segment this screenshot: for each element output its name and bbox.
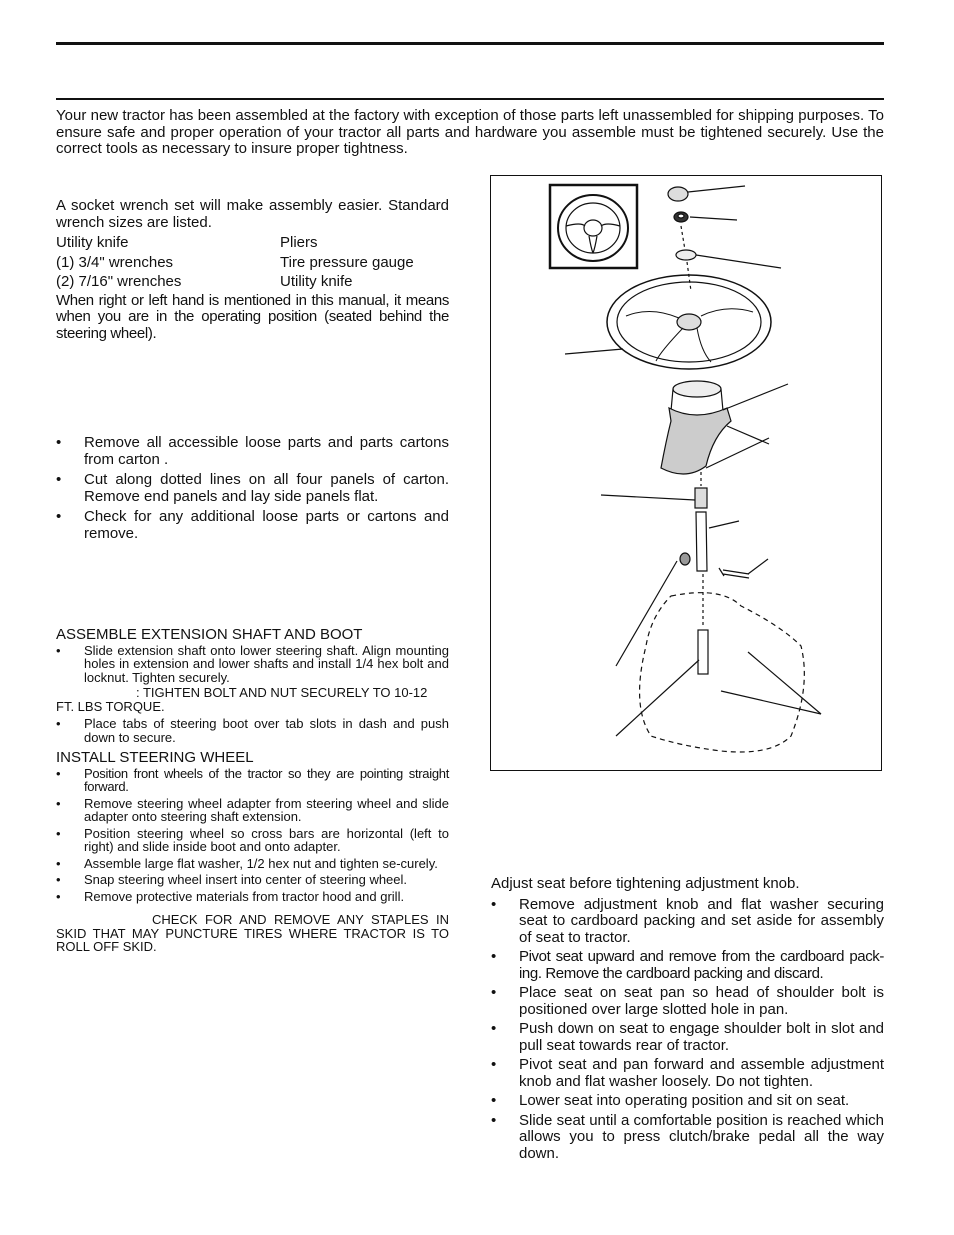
- extension-shaft-icon: [696, 512, 707, 571]
- tools-row: (2) 7/16" wrenches Utility knife: [56, 273, 353, 290]
- seat-list: [491, 897, 884, 1163]
- list-item: • Slide extension shaft onto lower steering shaft. Align mounting holes in extension and lower shafts and install 1/4 hex bolt and locknut. Tighten securely.: [56, 644, 449, 685]
- extension-section: [56, 627, 449, 744]
- list-item: • Check for any additional loose parts or cartons and remove.: [56, 509, 449, 542]
- tools-row: (1) 3/4" wrenches Tire pressure gauge: [56, 253, 414, 271]
- section-rule: [56, 98, 884, 100]
- extension-list: [56, 644, 449, 685]
- list-item: • Assemble large flat washer, 1/2 hex nut and tighten se-curely.: [56, 857, 449, 871]
- wheel-heading: INSTALL STEERING WHEEL: [56, 749, 254, 766]
- bolt-icon: [719, 568, 749, 578]
- list-item: • Remove adjustment knob and flat washer securing seat to cardboard packing and set aside for assembly of seat to tractor.: [491, 897, 884, 947]
- steering-assembly-diagram: [491, 176, 883, 772]
- list-item: • Pivot seat and pan forward and assemble adjustment knob and flat washer loosely. Do not tighten.: [491, 1057, 884, 1090]
- locknut-icon: [680, 553, 690, 565]
- tools-text: A socket wrench set will make assembly easier. Standard wrench sizes are listed.: [56, 197, 449, 231]
- staples-note: CHECK FOR AND REMOVE ANY STAPLES IN SKID THAT MAY PUNCTURE TIRES WHERE TRACTOR IS TO ROLL OFF SKID.: [56, 912, 449, 954]
- seat-intro: Adjust seat before tightening adjustment knob.: [491, 875, 800, 892]
- list-item: • Push down on seat to engage shoulder bolt in slot and pull seat towards rear of tractor.: [491, 1021, 884, 1054]
- washer-icon: [676, 250, 696, 260]
- top-rule: [56, 42, 884, 45]
- assembly-figure: [490, 175, 882, 771]
- wheel-section: [56, 750, 449, 954]
- tools-section: [56, 198, 449, 342]
- list-item: • Cut along dotted lines on all four panels of carton. Remove end panels and lay side panels flat.: [56, 472, 449, 505]
- list-item: • Lower seat into operating position and sit on seat.: [491, 1093, 884, 1110]
- list-item: • Position front wheels of the tractor so they are pointing straight forward.: [56, 767, 449, 794]
- list-item: • Place tabs of steering boot over tab slots in dash and push down to secure.: [56, 717, 449, 744]
- extension-list-2: [56, 717, 449, 744]
- list-item: • Position steering wheel so cross bars are horizontal (left to right) and slide inside boot and onto adapter.: [56, 827, 449, 854]
- dash-outline: [640, 593, 805, 752]
- list-item: • Remove all accessible loose parts and parts cartons from carton .: [56, 435, 449, 468]
- extension-heading: ASSEMBLE EXTENSION SHAFT AND BOOT: [56, 626, 363, 643]
- tools-list: [56, 233, 449, 292]
- intro-paragraph: Your new tractor has been assembled at the factory with exception of those parts left unassembled for shipping purposes. To ensure safe and proper operation of your tractor all parts and hardware you assemble must be tightened securely. Use the correct tools as necessary to insure proper tightness.: [56, 107, 884, 157]
- list-item: • Slide seat until a comfortable position is reached which allows you to press clutch/brake pedal all the way down.: [491, 1113, 884, 1163]
- tools-row: Utility knife Pliers: [56, 234, 318, 251]
- list-item: • Place seat on seat pan so head of shoulder bolt is positioned over large slotted hole in pan.: [491, 985, 884, 1018]
- carton-list: [56, 435, 449, 542]
- inset-frame: [550, 185, 637, 268]
- inset-wheel-icon: [558, 195, 628, 261]
- list-item: • Remove steering wheel adapter from steering wheel and slide adapter onto steering shaft extension.: [56, 797, 449, 824]
- wheel-list: [56, 767, 449, 904]
- boot-icon: [673, 381, 721, 397]
- list-item: • Snap steering wheel insert into center of steering wheel.: [56, 873, 449, 887]
- list-item: • Pivot seat upward and remove from the cardboard pack-ing. Remove the cardboard packing and discard.: [491, 949, 884, 982]
- torque-note: : TIGHTEN BOLT AND NUT SECURELY TO 10-12 FT. LBS TORQUE.: [56, 685, 428, 714]
- seat-section: [491, 876, 884, 1162]
- lower-shaft-icon: [698, 630, 708, 674]
- list-item: • Remove protective materials from tractor hood and grill.: [56, 890, 449, 904]
- cap-icon: [668, 187, 688, 201]
- hand-note: When right or left hand is mentioned in this manual, it means when you are in the operating position (seated behind the steering wheel).: [56, 291, 449, 342]
- adapter-icon: [695, 488, 707, 508]
